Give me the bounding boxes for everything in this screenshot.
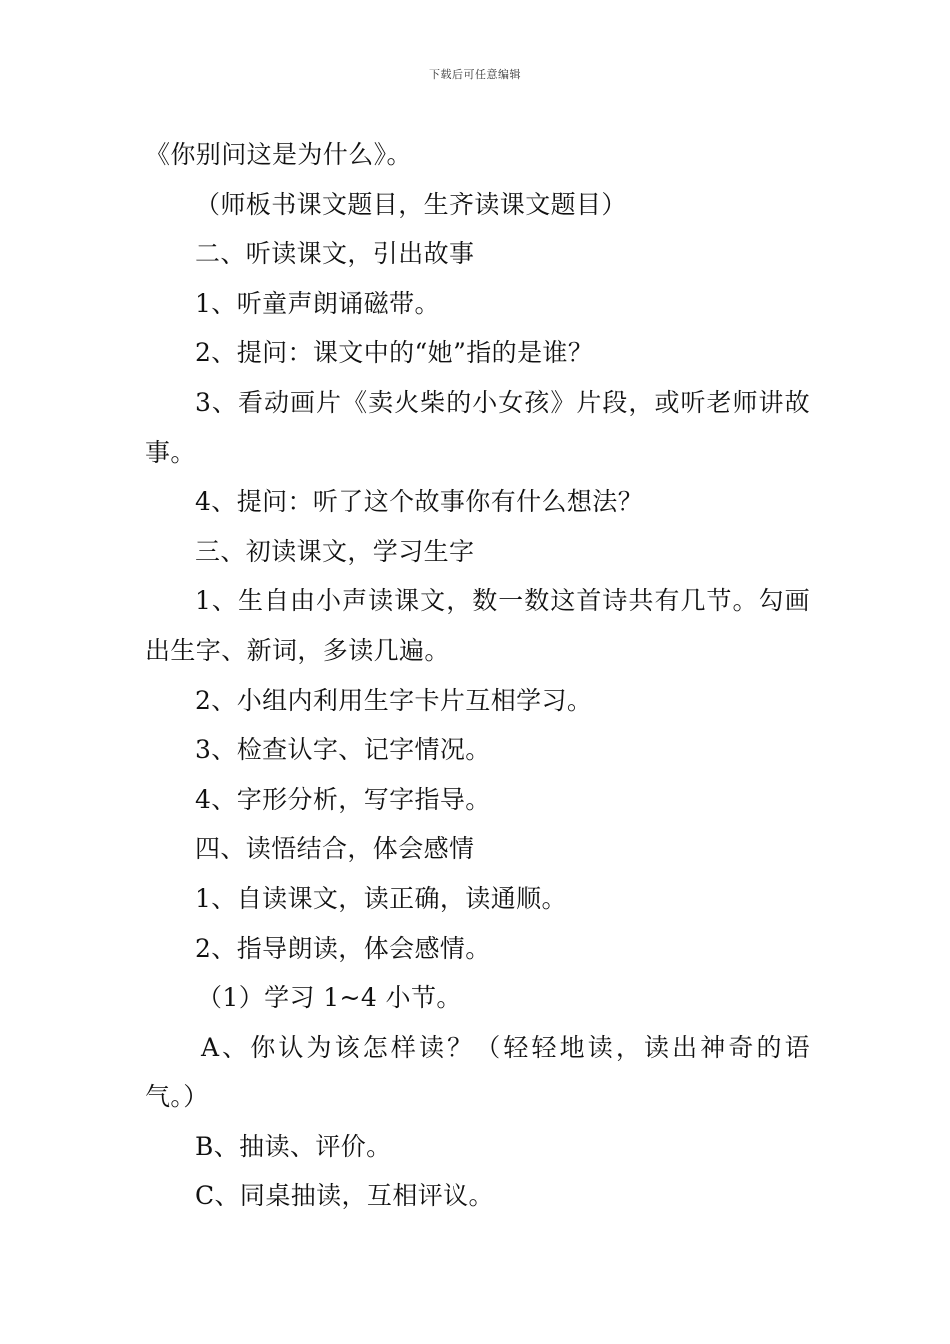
text-line: B、抽读、评价。 (195, 1131, 392, 1161)
text-line: 1、生自由小声读课文，数一数这首诗共有几节。勾画 (195, 586, 810, 616)
text-line: 3、检查认字、记字情况。 (195, 735, 491, 765)
text-line: 2、提问：课文中的“她”指的是谁？ (195, 338, 594, 368)
text-line: C、同桌抽读，互相评议。 (195, 1181, 494, 1211)
text-line: 出生字、新词，多读几遍。 (145, 635, 450, 665)
text-line: 《你别问这是为什么》。 (145, 140, 412, 169)
text-line: 3、看动画片《卖火柴的小女孩》片段，或听老师讲故 (195, 387, 810, 417)
text-line: 2、小组内利用生字卡片互相学习。 (195, 685, 593, 715)
text-line: 4、字形分析，写字指导。 (195, 784, 491, 814)
section-heading: 二、听读课文，引出故事 (195, 239, 475, 269)
section-heading: 三、初读课文，学习生字 (195, 536, 475, 566)
page-header: 下载后可任意编辑 (429, 68, 521, 81)
text-line: 气。） (145, 1082, 209, 1112)
text-line: 4、提问：听了这个故事你有什么想法？ (195, 487, 644, 517)
text-line: 事。 (145, 437, 196, 467)
text-line: 2、指导朗读，体会感情。 (195, 933, 491, 963)
text-line: （师板书课文题目，生齐读课文题目） (195, 189, 627, 219)
text-line: 1、听童声朗诵磁带。 (195, 288, 440, 318)
text-line: （1）学习 1~4 小节。 (197, 983, 462, 1013)
document-body (145, 130, 810, 1221)
text-line: A、你认为该怎样读？（轻轻地读，读出神奇的语 (201, 1032, 810, 1062)
section-heading: 四、读悟结合，体会感情 (195, 834, 475, 864)
text-line: 1、自读课文，读正确，读通顺。 (195, 883, 567, 913)
